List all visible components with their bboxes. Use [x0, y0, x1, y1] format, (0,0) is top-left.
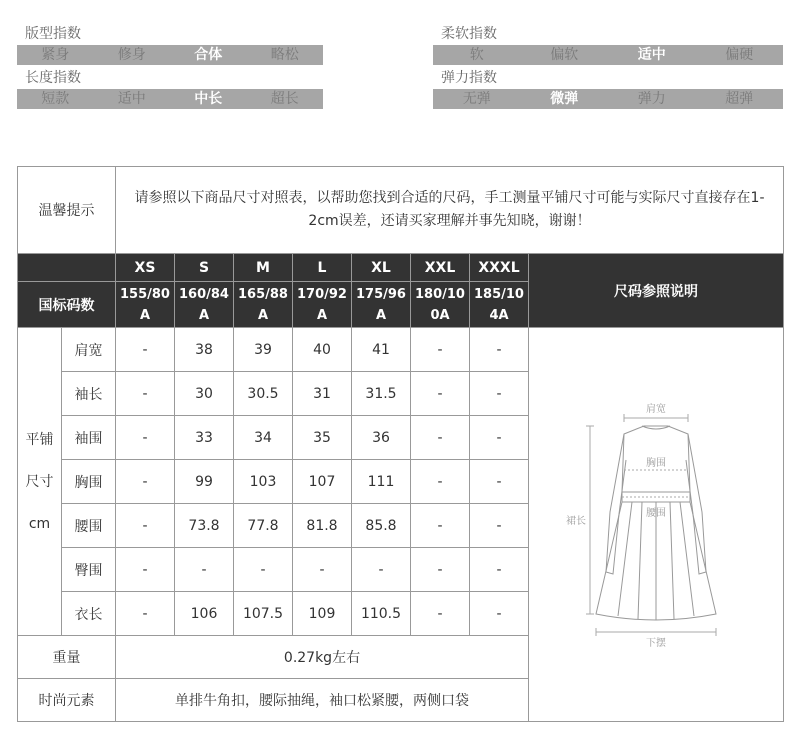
- length-option: 适中: [117, 91, 146, 107]
- table-cell: -: [470, 416, 529, 460]
- table-cell: -: [470, 460, 529, 504]
- table-cell: -: [411, 592, 470, 636]
- elastic-index-title: 弹力指数: [441, 70, 497, 86]
- table-cell: 36: [352, 416, 411, 460]
- table-cell: 73.8: [175, 504, 234, 548]
- table-cell: 40: [293, 328, 352, 372]
- table-cell: 110.5: [352, 592, 411, 636]
- size-xxl: XXL: [411, 254, 470, 282]
- size-diagram-cell: [529, 328, 784, 722]
- dress-diagram: [566, 400, 746, 650]
- table-cell: -: [411, 416, 470, 460]
- table-cell: -: [470, 592, 529, 636]
- row-label: 袖围: [62, 416, 116, 460]
- table-cell: 30: [175, 372, 234, 416]
- table-cell: 33: [175, 416, 234, 460]
- standard-label: 国标码数: [18, 282, 116, 328]
- table-cell: -: [470, 504, 529, 548]
- table-cell: -: [411, 460, 470, 504]
- weight-value: 0.27kg左右: [116, 636, 529, 679]
- table-cell: 38: [175, 328, 234, 372]
- length-index-bar: [17, 89, 323, 109]
- table-cell: -: [116, 372, 175, 416]
- fit-option: 略松: [270, 47, 299, 63]
- elastic-option: 超弹: [725, 91, 754, 107]
- elastic-option-selected: 微弹: [550, 91, 579, 107]
- table-cell: 107.5: [234, 592, 293, 636]
- row-label: 胸围: [62, 460, 116, 504]
- dress-outline: [596, 426, 716, 620]
- tip-label: 温馨提示: [18, 167, 116, 254]
- soft-option: 偏硬: [725, 47, 754, 63]
- diagram-hem-label: 下摆: [646, 637, 667, 649]
- standard-s: 160/84A: [175, 282, 234, 328]
- table-cell: -: [411, 328, 470, 372]
- length-option-selected: 中长: [194, 91, 223, 107]
- elastic-option: 无弹: [462, 91, 491, 107]
- size-s: S: [175, 254, 234, 282]
- table-cell: -: [411, 548, 470, 592]
- table-cell: -: [234, 548, 293, 592]
- weight-label: 重量: [18, 636, 116, 679]
- fit-option-selected: 合体: [194, 47, 223, 63]
- table-cell: 107: [293, 460, 352, 504]
- row-label: 肩宽: [62, 328, 116, 372]
- table-cell: -: [470, 372, 529, 416]
- tip-text: 请参照以下商品尺寸对照表，以帮助您找到合适的尺码，手工测量平铺尺寸可能与实际尺寸直接存在1-2cm误差，还请买家理解并事先知晓，谢谢！: [116, 167, 784, 254]
- table-cell: -: [116, 460, 175, 504]
- length-index-title: 长度指数: [25, 70, 81, 86]
- table-cell: -: [470, 548, 529, 592]
- row-label: 衣长: [62, 592, 116, 636]
- size-table: [17, 166, 784, 722]
- fit-option: 紧身: [41, 47, 70, 63]
- soft-option-selected: 适中: [637, 47, 666, 63]
- soft-index-bar: [433, 45, 783, 65]
- row-label: 臀围: [62, 548, 116, 592]
- table-cell: 41: [352, 328, 411, 372]
- table-cell: -: [116, 328, 175, 372]
- table-cell: -: [470, 328, 529, 372]
- table-cell: -: [411, 372, 470, 416]
- length-option: 超长: [270, 91, 299, 107]
- table-cell: 85.8: [352, 504, 411, 548]
- standard-l: 170/92A: [293, 282, 352, 328]
- elastic-index-bar: [433, 89, 783, 109]
- table-cell: 39: [234, 328, 293, 372]
- length-option: 短款: [41, 91, 70, 107]
- table-cell: 111: [352, 460, 411, 504]
- fit-index-title: 版型指数: [25, 26, 81, 42]
- soft-option: 偏软: [550, 47, 579, 63]
- table-cell: -: [352, 548, 411, 592]
- measure-lines: [586, 414, 716, 636]
- size-header-blank: [18, 254, 116, 282]
- table-cell: 77.8: [234, 504, 293, 548]
- table-cell: 34: [234, 416, 293, 460]
- row-label: 腰围: [62, 504, 116, 548]
- group-label-line: cm: [28, 515, 51, 532]
- table-cell: -: [116, 416, 175, 460]
- soft-index-title: 柔软指数: [441, 26, 497, 42]
- fashion-label: 时尚元素: [18, 679, 116, 722]
- size-xl: XL: [352, 254, 411, 282]
- standard-xxl: 180/100A: [411, 282, 470, 328]
- table-cell: 35: [293, 416, 352, 460]
- table-cell: 103: [234, 460, 293, 504]
- soft-option: 软: [469, 47, 484, 63]
- table-cell: 99: [175, 460, 234, 504]
- table-cell: -: [175, 548, 234, 592]
- diagram-length-label: 裙长: [566, 515, 587, 527]
- table-cell: 109: [293, 592, 352, 636]
- table-cell: 81.8: [293, 504, 352, 548]
- table-cell: 31.5: [352, 372, 411, 416]
- flat-size-group-label: [18, 328, 62, 636]
- group-label-line: 平铺: [25, 431, 54, 448]
- row-label: 袖长: [62, 372, 116, 416]
- table-cell: -: [293, 548, 352, 592]
- standard-xs: 155/80A: [116, 282, 175, 328]
- fit-option: 修身: [117, 47, 146, 63]
- standard-xl: 175/96A: [352, 282, 411, 328]
- table-cell: -: [411, 504, 470, 548]
- standard-m: 165/88A: [234, 282, 293, 328]
- table-cell: -: [116, 504, 175, 548]
- table-cell: 106: [175, 592, 234, 636]
- group-label-line: 尺寸: [25, 473, 54, 490]
- table-cell: 31: [293, 372, 352, 416]
- fashion-value: 单排牛角扣，腰际抽绳，袖口松紧腰，两侧口袋: [116, 679, 529, 722]
- table-cell: 30.5: [234, 372, 293, 416]
- size-xs: XS: [116, 254, 175, 282]
- diagram-waist-label: 腰围: [646, 507, 667, 519]
- elastic-option: 弹力: [637, 91, 666, 107]
- table-cell: -: [116, 592, 175, 636]
- size-m: M: [234, 254, 293, 282]
- standard-xxxl: 185/104A: [470, 282, 529, 328]
- fit-index-bar: [17, 45, 323, 65]
- diagram-shoulder-label: 肩宽: [646, 403, 667, 415]
- size-xxxl: XXXL: [470, 254, 529, 282]
- chart-header: 尺码参照说明: [529, 254, 784, 328]
- size-l: L: [293, 254, 352, 282]
- table-cell: -: [116, 548, 175, 592]
- diagram-chest-label: 胸围: [646, 457, 667, 469]
